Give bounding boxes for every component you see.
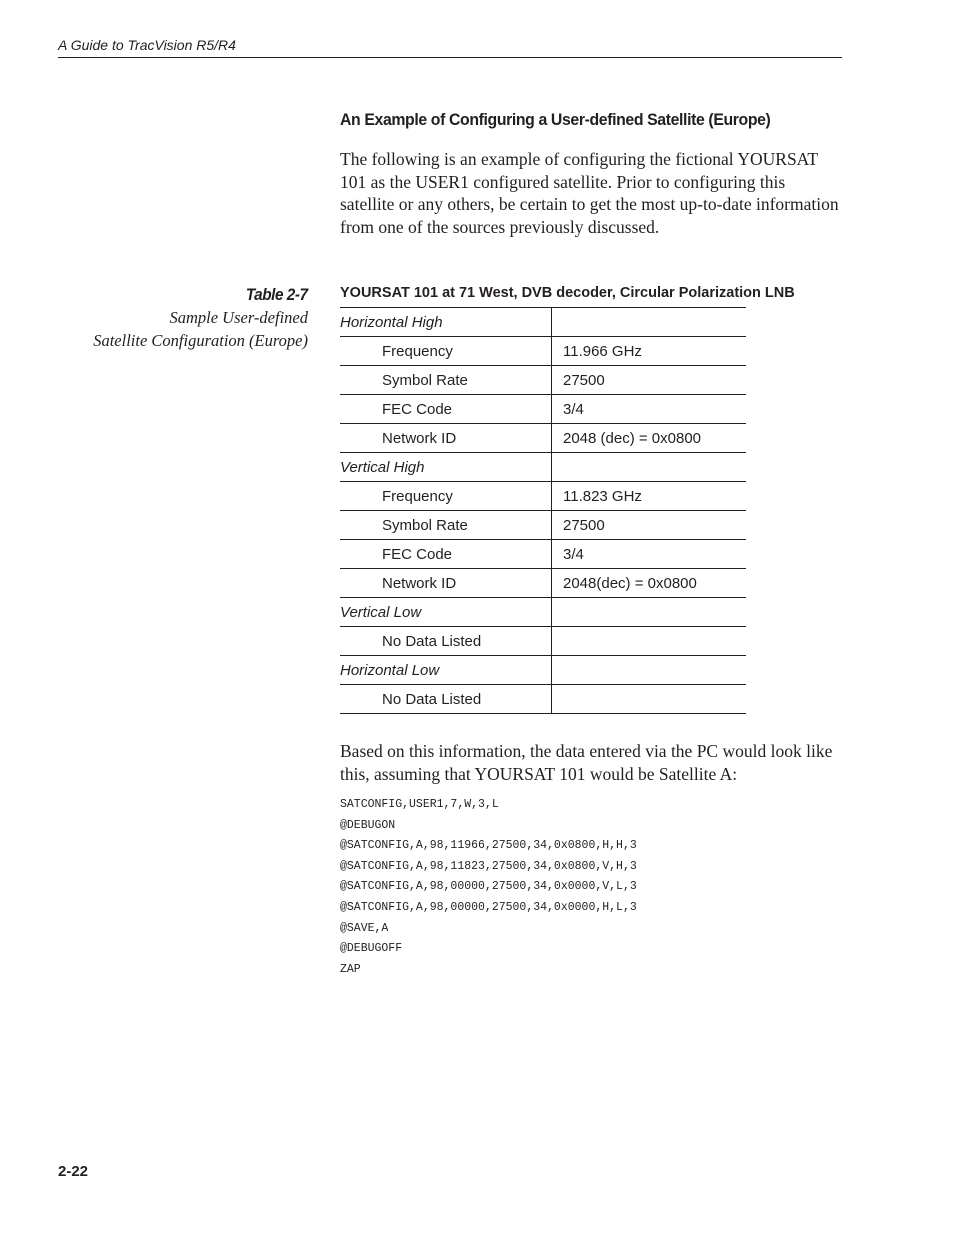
table-caption-description bbox=[48, 306, 308, 352]
parameter-label: Frequency bbox=[340, 482, 552, 511]
table-row bbox=[340, 395, 746, 424]
intro-paragraph: The following is an example of configuring the fictional YOURSAT 101 as the USER1 configured satellite. Prior to configuring this satellite or any others, be certain to get the most up-to-date information from one of the sources previously discussed. bbox=[340, 149, 839, 237]
table-row bbox=[340, 482, 746, 511]
parameter-label: Network ID bbox=[340, 569, 552, 598]
cell-value bbox=[552, 685, 747, 714]
parameter-label: Symbol Rate bbox=[340, 511, 552, 540]
follow-up-paragraph: Based on this information, the data entered via the PC would look like this, assuming that YOURSAT 101 would be Satellite A: bbox=[340, 741, 833, 784]
parameter-label: FEC Code bbox=[340, 395, 552, 424]
cell-value: 2048 (dec) = 0x0800 bbox=[552, 424, 747, 453]
cell-value bbox=[552, 656, 747, 685]
parameter-label: FEC Code bbox=[340, 540, 552, 569]
table-title: YOURSAT 101 at 71 West, DVB decoder, Circular Polarization LNB bbox=[340, 285, 795, 301]
cell-value bbox=[552, 627, 747, 656]
group-label: Horizontal Low bbox=[340, 656, 552, 685]
cell-value: 11.966 GHz bbox=[552, 337, 747, 366]
page-number: 2-22 bbox=[58, 1163, 89, 1180]
table-row bbox=[340, 424, 746, 453]
group-label: Horizontal High bbox=[340, 308, 552, 337]
code-line: @SATCONFIG,A,98,11823,27500,34,0x0800,V,H,3 bbox=[340, 859, 637, 873]
parameter-label: No Data Listed bbox=[340, 627, 552, 656]
table-row bbox=[340, 540, 746, 569]
cell-value: 3/4 bbox=[552, 395, 747, 424]
table-row bbox=[340, 308, 746, 337]
table-row bbox=[340, 656, 746, 685]
table-row bbox=[340, 569, 746, 598]
cell-value: 27500 bbox=[552, 366, 747, 395]
code-listing bbox=[340, 795, 637, 980]
group-label: Vertical High bbox=[340, 453, 552, 482]
code-line: SATCONFIG,USER1,7,W,3,L bbox=[340, 798, 499, 811]
code-line: @SATCONFIG,A,98,00000,27500,34,0x0000,H,L,3 bbox=[340, 900, 637, 914]
group-label: Vertical Low bbox=[340, 598, 552, 627]
parameter-label: No Data Listed bbox=[340, 685, 552, 714]
code-line: @DEBUGOFF bbox=[340, 942, 403, 956]
cell-value: 2048(dec) = 0x0800 bbox=[552, 569, 747, 598]
parameter-label: Network ID bbox=[340, 424, 552, 453]
table-row bbox=[340, 337, 746, 366]
table-caption-line: Satellite Configuration (Europe) bbox=[93, 331, 308, 350]
code-line: ZAP bbox=[340, 962, 361, 976]
table-row bbox=[340, 598, 746, 627]
code-line: @SATCONFIG,A,98,00000,27500,34,0x0000,V,L,3 bbox=[340, 880, 637, 894]
code-line: @DEBUGON bbox=[340, 818, 396, 832]
running-header: A Guide to TracVision R5/R4 bbox=[58, 37, 236, 53]
cell-value bbox=[552, 308, 747, 337]
table-row bbox=[340, 366, 746, 395]
cell-value: 27500 bbox=[552, 511, 747, 540]
parameter-label: Symbol Rate bbox=[340, 366, 552, 395]
table-caption-line: Sample User-defined bbox=[169, 308, 308, 327]
header-rule bbox=[58, 57, 842, 58]
table-caption-number: Table 2-7 bbox=[246, 285, 308, 304]
cell-value bbox=[552, 598, 747, 627]
cell-value: 3/4 bbox=[552, 540, 747, 569]
cell-value: 11.823 GHz bbox=[552, 482, 747, 511]
parameter-label: Frequency bbox=[340, 337, 552, 366]
table-row bbox=[340, 627, 746, 656]
code-line: @SAVE,A bbox=[340, 921, 389, 935]
code-line: @SATCONFIG,A,98,11966,27500,34,0x0800,H,H,3 bbox=[340, 839, 637, 853]
table-row bbox=[340, 685, 746, 714]
table-row bbox=[340, 453, 746, 482]
table-row bbox=[340, 511, 746, 540]
cell-value bbox=[552, 453, 747, 482]
section-heading: An Example of Configuring a User-defined Satellite (Europe) bbox=[340, 110, 771, 129]
satellite-config-table bbox=[340, 307, 746, 714]
